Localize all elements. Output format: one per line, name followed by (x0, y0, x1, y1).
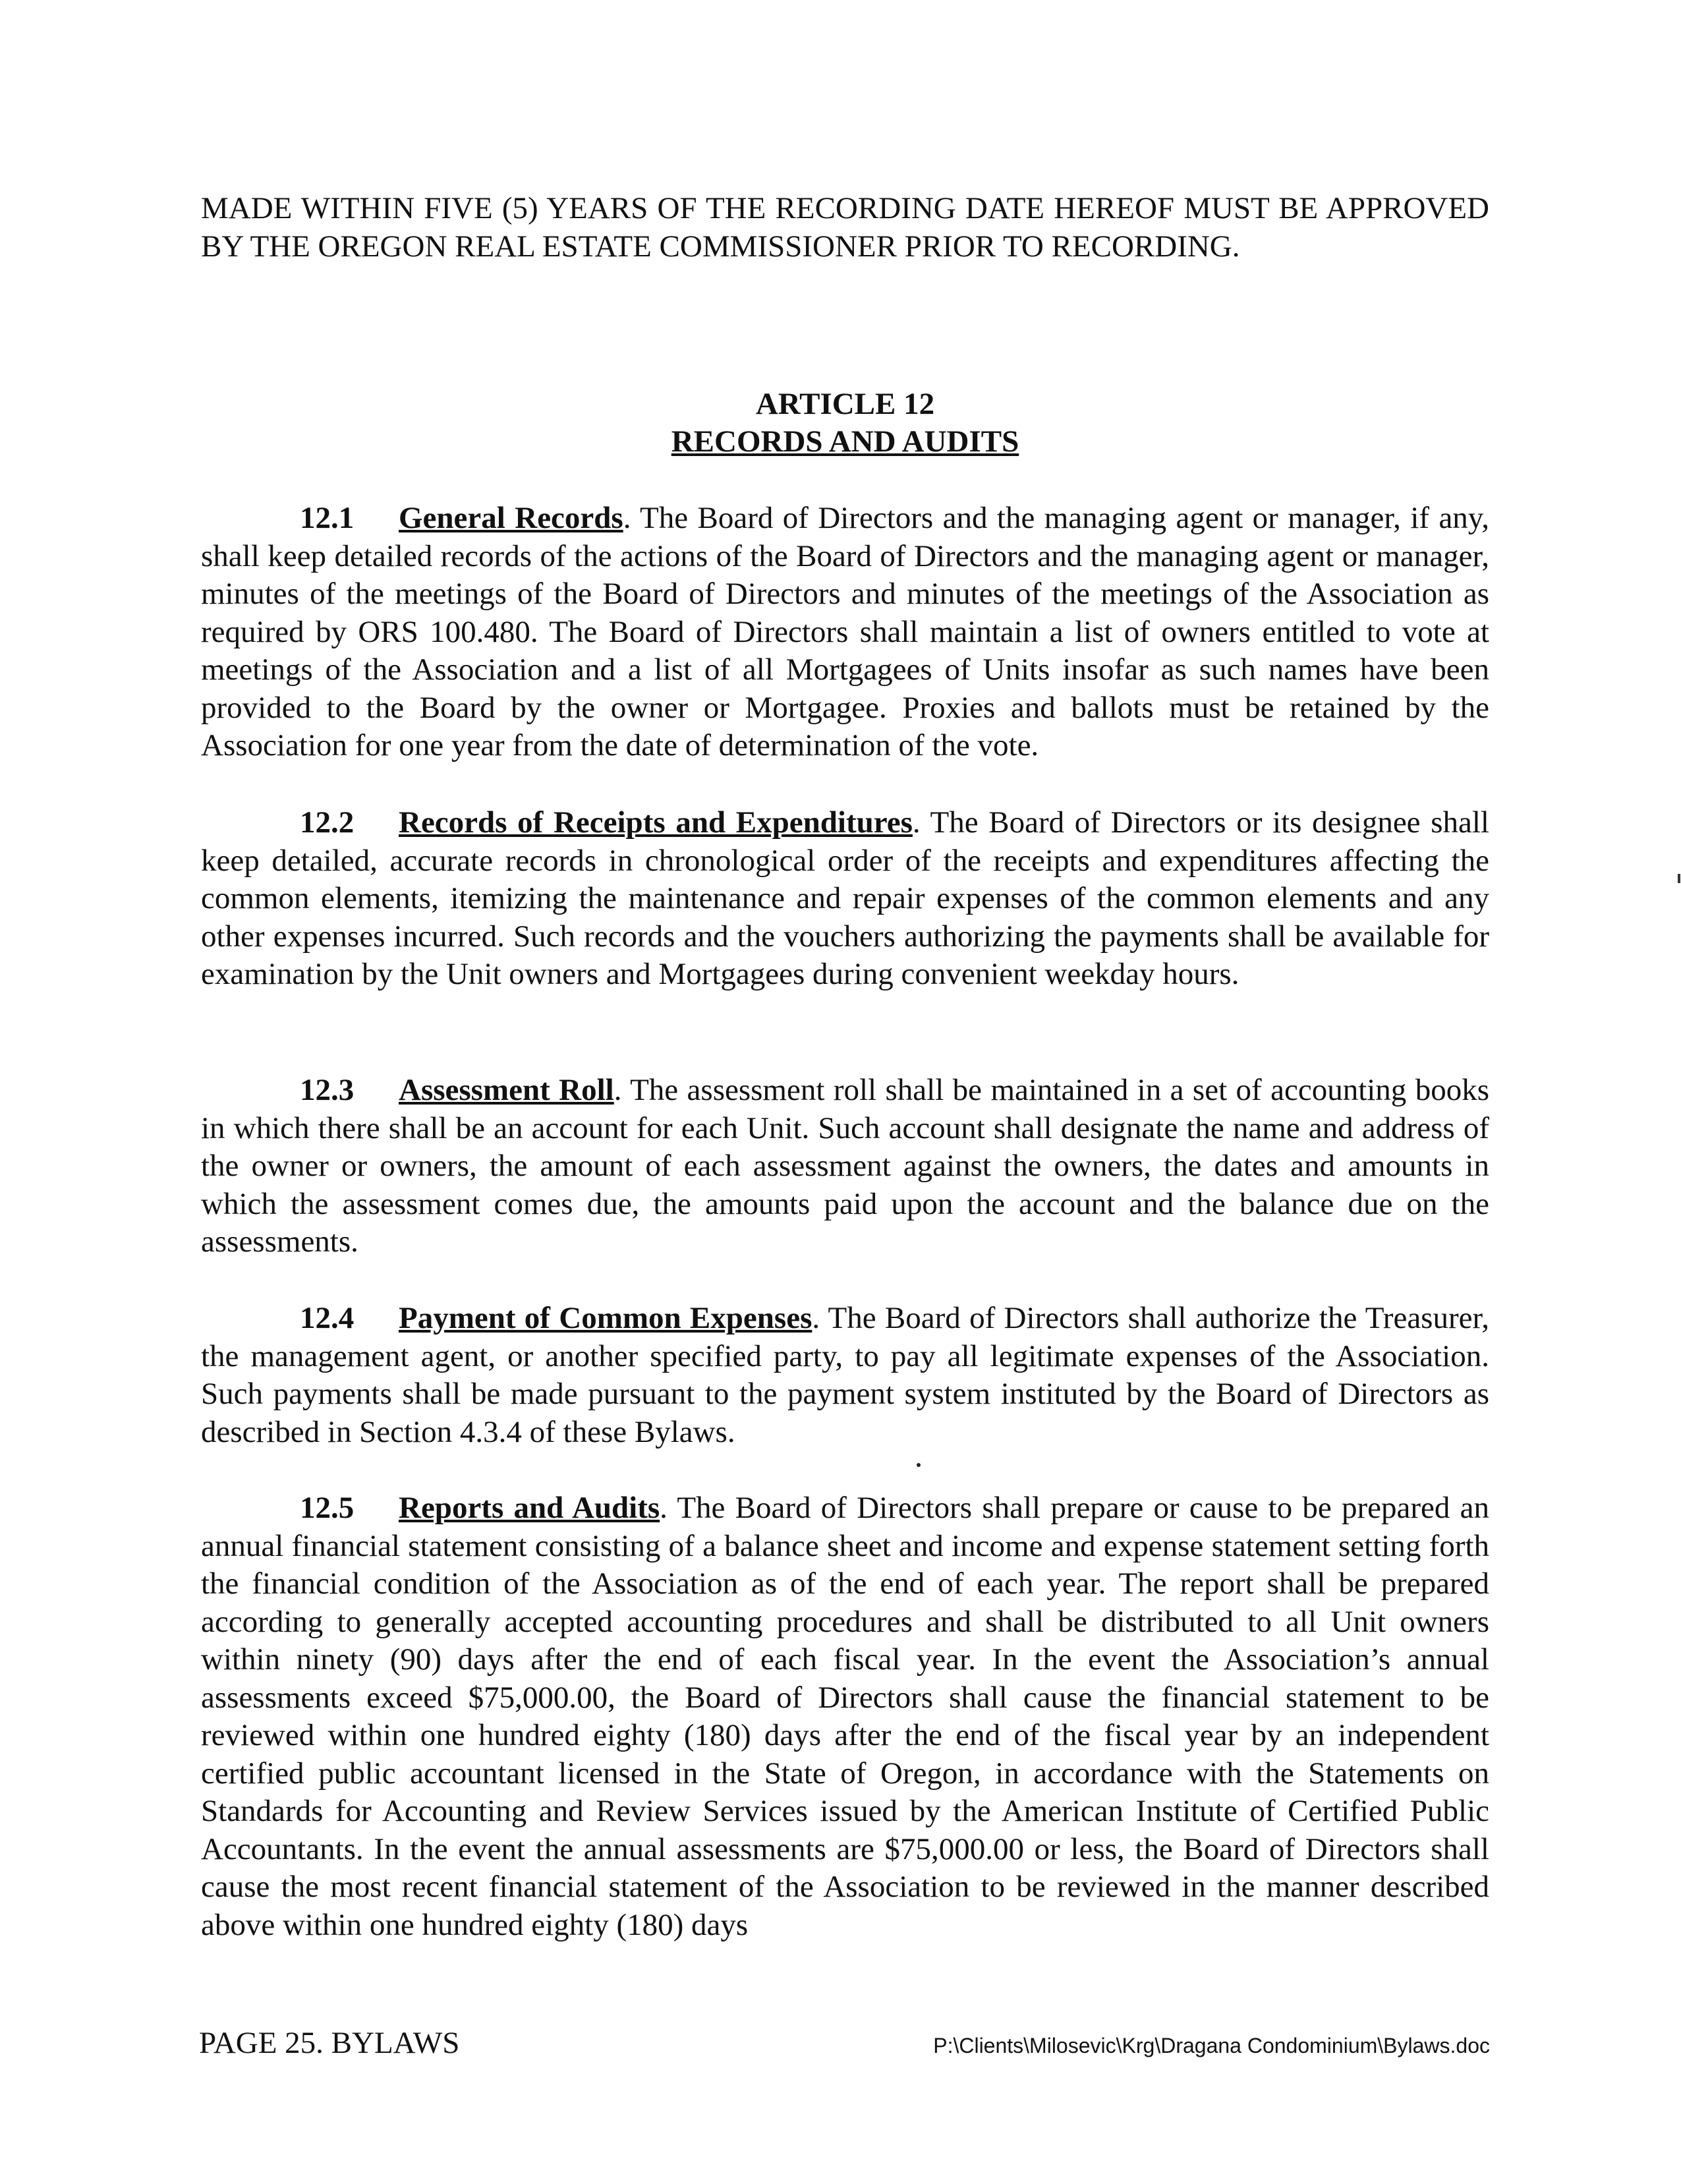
section-number: 12.4 (300, 1301, 355, 1335)
section-title: Records of Receipts and Expenditures (399, 805, 913, 840)
section-12-3 (201, 1072, 1489, 1261)
section-body: The Board of Directors and the managing agent or manager, if any, shall keep detailed records of the actions of the Board of Directors and the managing agent or manager, minutes of the meetings of the Board of Directors and minutes of the meetings of the Association as required by ORS 100.480. The Board of Directors shall maintain a list of owners entitled to vote at meetings of the Association and a list of all Mortgagees of Units insofar as such names have been provided to the Board by the owner or Mortgagee. Proxies and ballots must be retained by the Association for one year from the date of determination of the vote. (201, 501, 1489, 762)
section-title: General Records (399, 501, 623, 535)
section-body: The Board of Directors shall authorize the Treasurer, the management agent, or another specified party, to pay all legitimate expenses of the Association. Such payments shall be made pursuant to the payment system instituted by the Board of Directors as described in Section 4.3.4 of these Bylaws. (201, 1301, 1489, 1449)
section-body: The Board of Directors shall prepare or cause to be prepared an annual financial statement consisting of a balance sheet and income and expense statement setting forth the financial condition of the Association as of the end of each year. The report shall be prepared according to generally accepted accounting procedures and shall be distributed to all Unit owners within ninety (90) days after the end of each fiscal year. In the event the Association’s annual assessments exceed $75,000.00, the Board of Directors shall cause the financial statement to be reviewed within one hundred eighty (180) days after the end of the fiscal year by an independent certified public accountant licensed in the State of Oregon, in accordance with the Statements on Standards for Accounting and Review Services issued by the American Institute of Certified Public Accountants. In the event the annual assessments are $75,000.00 or less, the Board of Directors shall cause the most recent financial statement of the Association to be reviewed in the manner described above within one hundred eighty (180) days (201, 1491, 1489, 1942)
section-title-period: . (623, 501, 631, 535)
section-title-period: . (812, 1301, 820, 1335)
section-title-period: . (660, 1491, 668, 1525)
section-title: Reports and Audits (399, 1491, 660, 1525)
article-number-heading: ARTICLE 12 (755, 387, 935, 421)
article-title-heading: RECORDS AND AUDITS (671, 424, 1019, 459)
section-number: 12.3 (300, 1073, 355, 1107)
section-12-4 (201, 1300, 1489, 1451)
footer-page-label: PAGE 25. BYLAWS (199, 2026, 460, 2060)
scan-speck (917, 1463, 921, 1467)
section-12-5 (201, 1489, 1489, 1944)
section-12-1 (201, 500, 1489, 765)
section-number: 12.1 (300, 501, 355, 535)
section-body: The Board of Directors or its designee shall keep detailed, accurate records in chronological order of the receipts and expenditures affecting the common elements, itemizing the maintenance and repair expenses of the common elements and any other expenses incurred. Such records and the vouchers authorizing the payments shall be available for examination by the Unit owners and Mortgagees during convenient weekday hours. (201, 805, 1489, 991)
section-title-period: . (613, 1073, 622, 1107)
section-12-2 (201, 804, 1489, 994)
section-title-period: . (912, 805, 921, 840)
section-title: Payment of Common Expenses (399, 1301, 812, 1335)
intro-paragraph: MADE WITHIN FIVE (5) YEARS OF THE RECORDING DATE HEREOF MUST BE APPROVED BY THE OREGON REAL ESTATE COMMISSIONER PRIOR TO RECORDING. (201, 191, 1489, 264)
footer-file-path: P:\Clients\Milosevic\Krg\Dragana Condominium\Bylaws.doc (933, 2034, 1490, 2057)
scan-edge-mark (1678, 874, 1680, 883)
section-title: Assessment Roll (399, 1073, 614, 1107)
section-number: 12.5 (300, 1491, 355, 1525)
section-body: The assessment roll shall be maintained in a set of accounting books in which there shall be an account for each Unit. Such account shall designate the name and address of the owner or owners, the amount of each assessment against the owners, the dates and amounts in which the assessment comes due, the amounts paid upon the account and the balance due on the assessments. (201, 1073, 1490, 1259)
section-number: 12.2 (300, 805, 355, 840)
